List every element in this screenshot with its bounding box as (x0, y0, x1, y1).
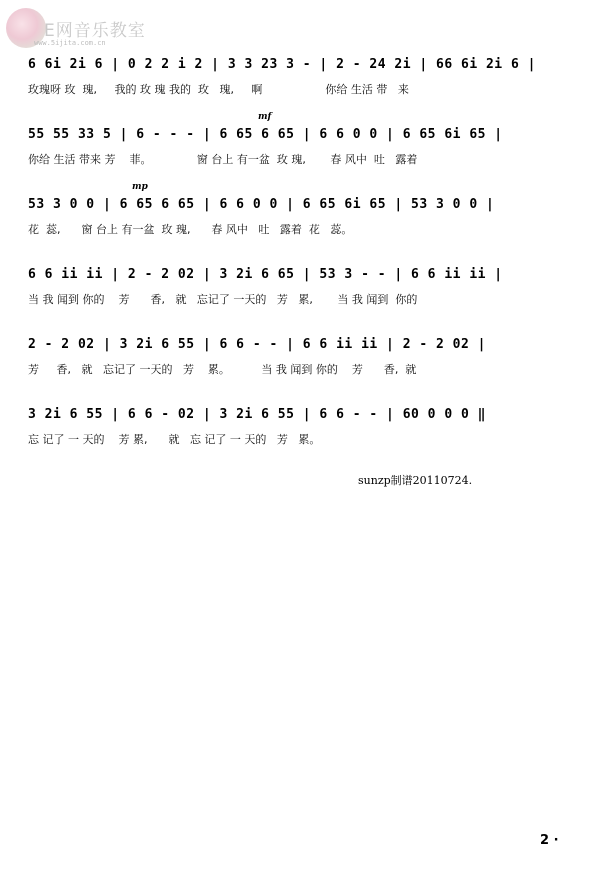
lyrics-line: 忘 记了 一 天的 芳 累, 就 忘 记了 一 天的 芳 累。 (28, 433, 321, 446)
lyrics-line: 玫瑰呀 玫 瑰, 我的 玫 瑰 我的 玫 瑰, 啊 你给 生活 带 来 (28, 83, 409, 96)
logo-name: E网音乐教室 (44, 21, 146, 41)
notation-line: 55 55 33 5 | 6 - - - | 6 65 6 65 | 6 6 0 0 | 6 65 6i 65 | (28, 127, 503, 142)
lyrics-line: 花 蕊, 窗 台上 有一盆 玫 瑰, 春 风中 吐 露着 花 蕊。 (28, 223, 353, 236)
score-row-4 (0, 254, 609, 324)
notation-line: 2 - 2 02 | 3 2i 6 55 | 6 6 - - | 6 6 ii ii | 2 - 2 02 | (28, 337, 486, 352)
notation-line: 3 2i 6 55 | 6 6 - 02 | 3 2i 6 55 | 6 6 - - | 60 0 0 0 ‖ (28, 407, 486, 422)
dynamic-marking-mp: mp (132, 182, 148, 192)
score-row-6 (0, 394, 609, 464)
score-row-3 (0, 184, 609, 254)
notation-line: 6 6 ii ii | 2 - 2 02 | 3 2i 6 65 | 53 3 - - | 6 6 ii ii | (28, 267, 503, 282)
transcriber-credit: sunzp制谱20110724. (358, 474, 473, 487)
lyrics-line: 芳 香, 就 忘记了 一天的 芳 累。 当 我 闻到 你的 芳 香, 就 (28, 363, 417, 376)
lyrics-line: 当 我 闻到 你的 芳 香, 就 忘记了 一天的 芳 累, 当 我 闻到 你的 (28, 293, 418, 306)
logo-url: www.5ijita.com.cn (34, 39, 106, 47)
score-row-5 (0, 324, 609, 394)
score-row-2 (0, 114, 609, 184)
notation-line: 53 3 0 0 | 6 65 6 65 | 6 6 0 0 | 6 65 6i 65 | 53 3 0 0 | (28, 197, 495, 212)
lyrics-line: 你给 生活 带来 芳 菲。 窗 台上 有一盆 玫 瑰, 春 风中 吐 露着 (28, 153, 418, 166)
notation-line: 6 6i 2i 6 | 0 2 2 i 2 | 3 3 23 3 - | 2 - 24 2i | 66 6i 2i 6 | (28, 57, 536, 72)
page-number: 2 · (540, 833, 559, 848)
dynamic-marking-mf: mf (258, 112, 272, 122)
score-row-1 (0, 44, 609, 114)
